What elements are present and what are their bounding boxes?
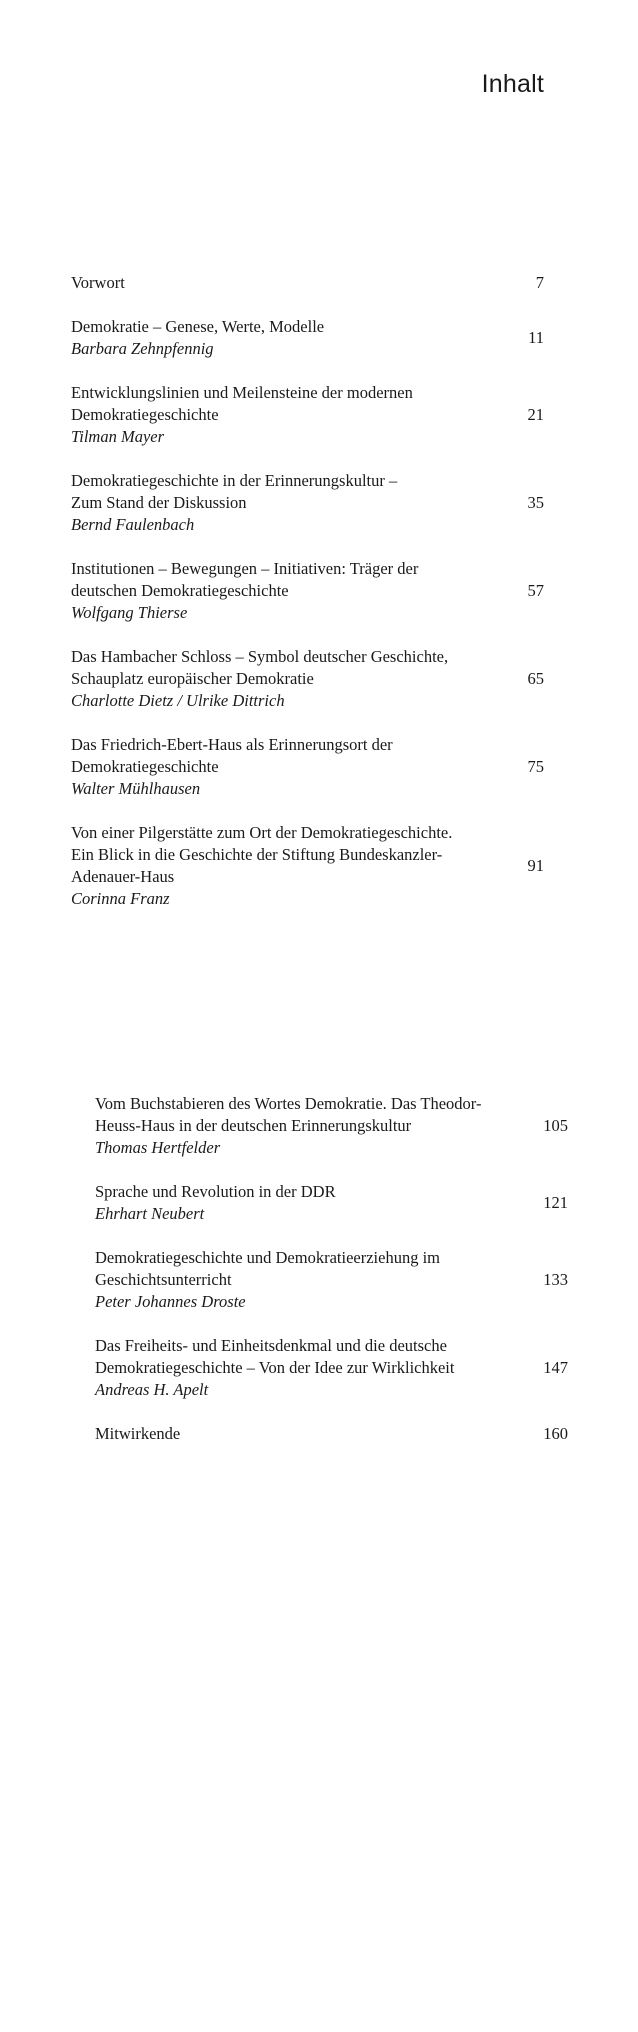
toc-entry-author: Corinna Franz — [71, 889, 170, 908]
toc-entry-text — [71, 272, 494, 294]
toc-entry-title: Heuss-Haus in der deutschen Erinnerungskultur — [95, 1116, 412, 1135]
toc-entry-title: Schauplatz europäischer Demokratie — [71, 669, 314, 688]
toc-entry-author: Walter Mühlhausen — [71, 779, 201, 798]
toc-entry-page-number: 105 — [543, 1116, 568, 1135]
toc-entry-author: Peter Johannes Droste — [95, 1292, 246, 1311]
toc-entry — [71, 470, 544, 536]
toc-entry-text — [71, 382, 494, 448]
toc-entry-page-number: 91 — [527, 856, 544, 875]
toc-entry-title: Zum Stand der Diskussion — [71, 493, 247, 512]
page-title: Inhalt — [481, 70, 544, 98]
table-of-contents-part-1 — [71, 272, 544, 932]
toc-entry-page-number: 57 — [527, 581, 544, 600]
toc-entry — [95, 1181, 568, 1225]
toc-entry — [95, 1247, 568, 1313]
table-of-contents-part-2 — [95, 1093, 568, 1467]
toc-entry-text — [71, 646, 494, 712]
toc-entry-author: Ehrhart Neubert — [95, 1204, 205, 1223]
toc-entry — [71, 272, 544, 294]
toc-entry-title: Entwicklungslinien und Meilensteine der modernen — [71, 383, 413, 402]
toc-entry-title: Institutionen – Bewegungen – Initiativen: Träger der — [71, 559, 419, 578]
toc-entry-title: Das Hambacher Schloss – Symbol deutscher Geschichte, — [71, 647, 449, 666]
toc-entry-title: Geschichtsunterricht — [95, 1270, 232, 1289]
toc-entry-title: Demokratiegeschichte — [71, 405, 219, 424]
toc-entry-text — [71, 734, 494, 800]
toc-entry-title: Ein Blick in die Geschichte der Stiftung Bundeskanzler- — [71, 845, 443, 864]
toc-entry-author: Tilman Mayer — [71, 427, 165, 446]
toc-entry — [95, 1093, 568, 1159]
toc-entry-author: Andreas H. Apelt — [95, 1380, 209, 1399]
toc-entry — [71, 382, 544, 448]
toc-entry-page-number: 35 — [527, 493, 544, 512]
toc-entry — [71, 558, 544, 624]
toc-entry-author: Wolfgang Thierse — [71, 603, 188, 622]
toc-entry-text — [95, 1093, 518, 1159]
toc-entry-title: Demokratiegeschichte — [71, 757, 219, 776]
toc-entry-author: Bernd Faulenbach — [71, 515, 195, 534]
toc-entry-page-number: 11 — [528, 328, 544, 347]
toc-entry-page-number: 21 — [527, 405, 544, 424]
toc-entry-title: Vom Buchstabieren des Wortes Demokratie. Das Theodor- — [95, 1094, 482, 1113]
toc-entry-text — [95, 1247, 518, 1313]
toc-entry-title: Das Freiheits- und Einheitsdenkmal und die deutsche — [95, 1336, 447, 1355]
toc-entry-title: Demokratiegeschichte in der Erinnerungskultur – — [71, 471, 398, 490]
toc-entry-title: Demokratiegeschichte und Demokratieerziehung im — [95, 1248, 440, 1267]
toc-entry-page-number: 7 — [535, 273, 544, 292]
toc-entry-page-number: 75 — [527, 757, 544, 776]
toc-entry-page-number: 160 — [543, 1424, 568, 1443]
toc-entry-text — [95, 1423, 518, 1445]
toc-entry-title: Mitwirkende — [95, 1424, 181, 1443]
toc-entry — [71, 822, 544, 910]
toc-entry-author: Barbara Zehnpfennig — [71, 339, 214, 358]
toc-entry-title: Sprache und Revolution in der DDR — [95, 1182, 336, 1201]
toc-entry-text — [95, 1181, 518, 1225]
toc-entry-author: Charlotte Dietz / Ulrike Dittrich — [71, 691, 285, 710]
toc-entry — [71, 316, 544, 360]
toc-entry-title: Adenauer-Haus — [71, 867, 175, 886]
toc-entry-author: Thomas Hertfelder — [95, 1138, 221, 1157]
toc-entry-text — [71, 470, 494, 536]
toc-entry-title: Demokratie – Genese, Werte, Modelle — [71, 317, 325, 336]
toc-entry — [95, 1335, 568, 1401]
toc-entry-page-number: 133 — [543, 1270, 568, 1289]
toc-entry — [71, 646, 544, 712]
toc-entry-page-number: 65 — [527, 669, 544, 688]
toc-entry-title: deutschen Demokratiegeschichte — [71, 581, 289, 600]
toc-entry-page-number: 121 — [543, 1193, 568, 1212]
toc-entry — [71, 734, 544, 800]
toc-entry-text — [71, 822, 494, 910]
toc-entry-title: Vorwort — [71, 273, 125, 292]
toc-entry — [95, 1423, 568, 1445]
toc-entry-title: Von einer Pilgerstätte zum Ort der Demokratiegeschichte. — [71, 823, 453, 842]
toc-entry-title: Demokratiegeschichte – Von der Idee zur Wirklichkeit — [95, 1358, 455, 1377]
toc-entry-text — [71, 558, 494, 624]
toc-entry-page-number: 147 — [543, 1358, 568, 1377]
toc-entry-text — [71, 316, 494, 360]
toc-entry-text — [95, 1335, 518, 1401]
toc-entry-title: Das Friedrich-Ebert-Haus als Erinnerungsort der — [71, 735, 393, 754]
